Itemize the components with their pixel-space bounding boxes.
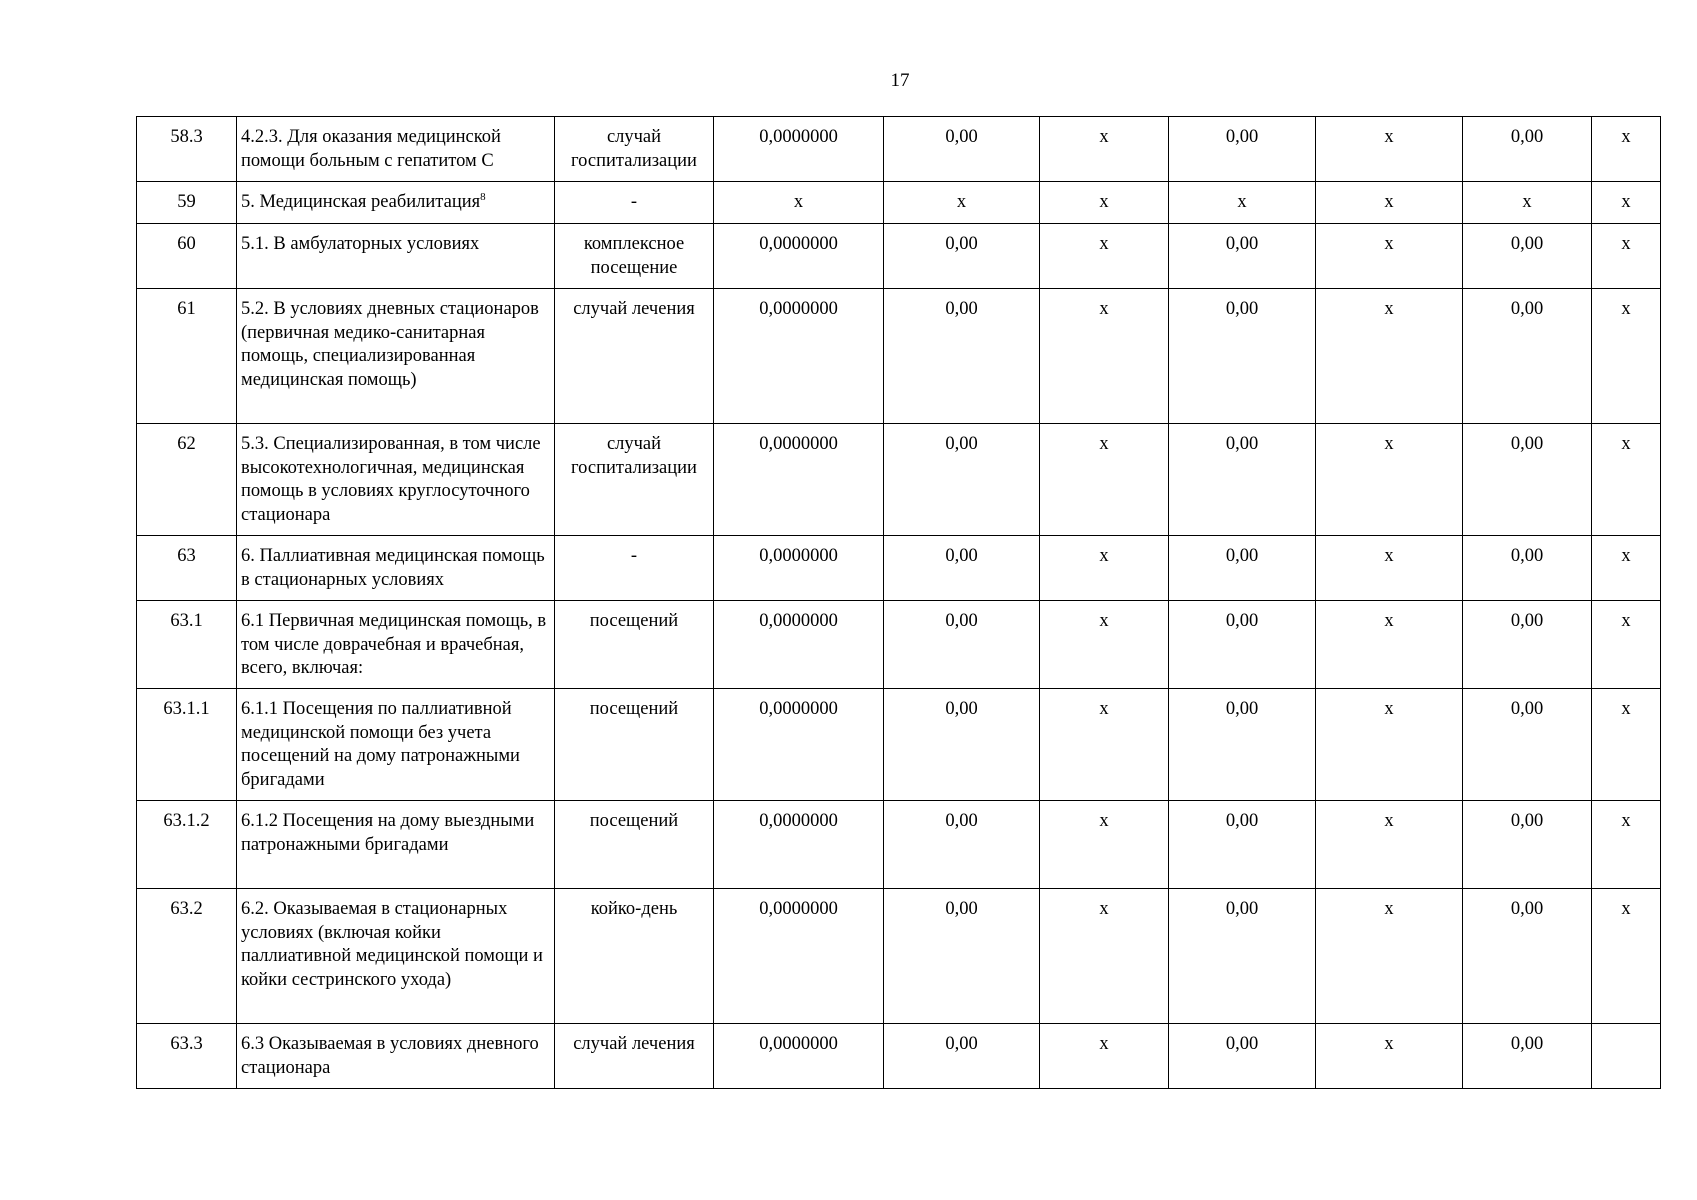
cell-value: 0,00 — [1169, 601, 1316, 689]
row-name — [237, 601, 555, 689]
row-name-text: 6.1.1 Посещения по паллиативной медицинской помощи без учета посещений на дому патронажными бригадами — [241, 699, 520, 790]
cell-value: х — [714, 182, 884, 224]
cell-value — [1592, 1024, 1661, 1089]
cell-value: 0,00 — [1169, 536, 1316, 601]
cell-value: х — [1463, 182, 1592, 224]
row-number: 61 — [137, 289, 237, 424]
row-unit: случай лечения — [555, 1024, 714, 1089]
cell-value: 0,00 — [1169, 289, 1316, 424]
row-unit: посещений — [555, 601, 714, 689]
cell-value: 0,0000000 — [714, 536, 884, 601]
cell-value: х — [1040, 689, 1169, 801]
row-unit: койко-день — [555, 889, 714, 1024]
cell-value: 0,0000000 — [714, 424, 884, 536]
row-name — [237, 117, 555, 182]
cell-value: х — [1592, 689, 1661, 801]
page-number: 17 — [890, 70, 910, 91]
cell-value: х — [1592, 601, 1661, 689]
cell-value: 0,00 — [884, 117, 1040, 182]
table-row — [137, 1024, 1661, 1089]
cell-value: х — [1040, 117, 1169, 182]
cell-value: 0,0000000 — [714, 1024, 884, 1089]
row-name-text: 6. Паллиативная медицинская помощь в стационарных условиях — [241, 546, 545, 590]
cell-value: х — [1040, 536, 1169, 601]
cell-value: х — [1040, 182, 1169, 224]
row-unit: случай госпитализации — [555, 424, 714, 536]
cell-value: 0,00 — [884, 601, 1040, 689]
row-number: 62 — [137, 424, 237, 536]
cell-value: 0,0000000 — [714, 224, 884, 289]
cell-value: х — [1316, 689, 1463, 801]
row-name — [237, 536, 555, 601]
row-name — [237, 689, 555, 801]
row-number: 63.1.1 — [137, 689, 237, 801]
cell-value: х — [1316, 801, 1463, 889]
cell-value: 0,00 — [884, 536, 1040, 601]
cell-value: 0,00 — [1463, 1024, 1592, 1089]
cell-value: 0,00 — [884, 1024, 1040, 1089]
cell-value: х — [1316, 536, 1463, 601]
cell-value: х — [1316, 289, 1463, 424]
cell-value: х — [1040, 1024, 1169, 1089]
table-row — [137, 289, 1661, 424]
cell-value: 0,00 — [1169, 889, 1316, 1024]
cell-value: х — [884, 182, 1040, 224]
table-row — [137, 801, 1661, 889]
table-row — [137, 182, 1661, 224]
cell-value: 0,00 — [1463, 289, 1592, 424]
cell-value: х — [1592, 224, 1661, 289]
row-name-text: 5.1. В амбулаторных условиях — [241, 234, 480, 254]
cell-value: 0,00 — [1169, 801, 1316, 889]
cell-value: 0,00 — [1463, 536, 1592, 601]
row-unit: - — [555, 536, 714, 601]
cell-value: 0,0000000 — [714, 117, 884, 182]
cell-value: 0,00 — [884, 224, 1040, 289]
cell-value: х — [1316, 182, 1463, 224]
row-name — [237, 424, 555, 536]
cell-value: х — [1316, 601, 1463, 689]
row-name-text: 5.2. В условиях дневных стационаров (первичная медико-санитарная помощь, специализированная медицинская помощь) — [241, 299, 539, 390]
cell-value: 0,00 — [884, 801, 1040, 889]
footnote-mark: 8 — [480, 190, 486, 203]
cell-value: х — [1592, 536, 1661, 601]
cell-value: 0,0000000 — [714, 689, 884, 801]
row-name-text: 4.2.3. Для оказания медицинской помощи больным с гепатитом С — [241, 127, 501, 171]
row-unit: - — [555, 182, 714, 224]
cell-value: 0,00 — [1463, 601, 1592, 689]
cell-value: х — [1040, 424, 1169, 536]
row-name — [237, 224, 555, 289]
cell-value: 0,00 — [1169, 117, 1316, 182]
cell-value: х — [1040, 801, 1169, 889]
cell-value: 0,00 — [1169, 424, 1316, 536]
cell-value: х — [1592, 889, 1661, 1024]
row-number: 63.3 — [137, 1024, 237, 1089]
row-unit: комплексное посещение — [555, 224, 714, 289]
cell-value: 0,00 — [884, 424, 1040, 536]
row-name — [237, 1024, 555, 1089]
cell-value: х — [1040, 601, 1169, 689]
cell-value: 0,00 — [884, 689, 1040, 801]
row-name-text: 6.3 Оказываемая в условиях дневного стационара — [241, 1034, 539, 1078]
row-name — [237, 182, 555, 224]
cell-value: х — [1316, 117, 1463, 182]
cell-value: х — [1316, 1024, 1463, 1089]
row-name — [237, 889, 555, 1024]
cell-value: х — [1040, 889, 1169, 1024]
cell-value: х — [1592, 424, 1661, 536]
cell-value: 0,00 — [1463, 424, 1592, 536]
row-name-text: 6.1 Первичная медицинская помощь, в том числе доврачебная и врачебная, всего, включая: — [241, 611, 547, 678]
row-unit: посещений — [555, 801, 714, 889]
row-name-text: 6.2. Оказываемая в стационарных условиях (включая койки паллиативной медицинской помощи и койки сестринского ухода) — [241, 899, 543, 990]
row-number: 58.3 — [137, 117, 237, 182]
row-name-text: 5. Медицинская реабилитация — [241, 192, 481, 212]
cell-value: х — [1040, 289, 1169, 424]
data-table — [136, 116, 1661, 1089]
cell-value: 0,00 — [1463, 224, 1592, 289]
cell-value: х — [1316, 889, 1463, 1024]
cell-value: х — [1592, 117, 1661, 182]
cell-value: 0,00 — [1463, 889, 1592, 1024]
row-number: 63.2 — [137, 889, 237, 1024]
cell-value: 0,0000000 — [714, 289, 884, 424]
cell-value: х — [1592, 182, 1661, 224]
table-row — [137, 889, 1661, 1024]
cell-value: 0,0000000 — [714, 601, 884, 689]
cell-value: 0,00 — [1463, 801, 1592, 889]
table-row — [137, 224, 1661, 289]
table-row — [137, 536, 1661, 601]
table-row — [137, 424, 1661, 536]
cell-value: х — [1169, 182, 1316, 224]
cell-value: 0,00 — [1169, 689, 1316, 801]
row-unit: случай госпитализации — [555, 117, 714, 182]
row-name — [237, 801, 555, 889]
cell-value: 0,00 — [1169, 224, 1316, 289]
cell-value: 0,00 — [884, 289, 1040, 424]
cell-value: 0,00 — [1169, 1024, 1316, 1089]
row-name-text: 5.3. Специализированная, в том числе высокотехнологичная, медицинская помощь в условиях круглосуточного стационара — [241, 434, 541, 525]
cell-value: 0,00 — [884, 889, 1040, 1024]
row-unit: посещений — [555, 689, 714, 801]
cell-value: 0,00 — [1463, 689, 1592, 801]
row-unit: случай лечения — [555, 289, 714, 424]
row-number: 63.1.2 — [137, 801, 237, 889]
row-number: 63.1 — [137, 601, 237, 689]
table-row — [137, 601, 1661, 689]
cell-value: х — [1040, 224, 1169, 289]
cell-value: 0,00 — [1463, 117, 1592, 182]
cell-value: х — [1316, 224, 1463, 289]
cell-value: х — [1592, 289, 1661, 424]
row-name-text: 6.1.2 Посещения на дому выездными патронажными бригадами — [241, 811, 535, 855]
table-row — [137, 117, 1661, 182]
row-number: 60 — [137, 224, 237, 289]
row-number: 59 — [137, 182, 237, 224]
cell-value: 0,0000000 — [714, 889, 884, 1024]
table-row — [137, 689, 1661, 801]
cell-value: х — [1316, 424, 1463, 536]
cell-value: 0,0000000 — [714, 801, 884, 889]
row-name — [237, 289, 555, 424]
row-number: 63 — [137, 536, 237, 601]
cell-value: х — [1592, 801, 1661, 889]
